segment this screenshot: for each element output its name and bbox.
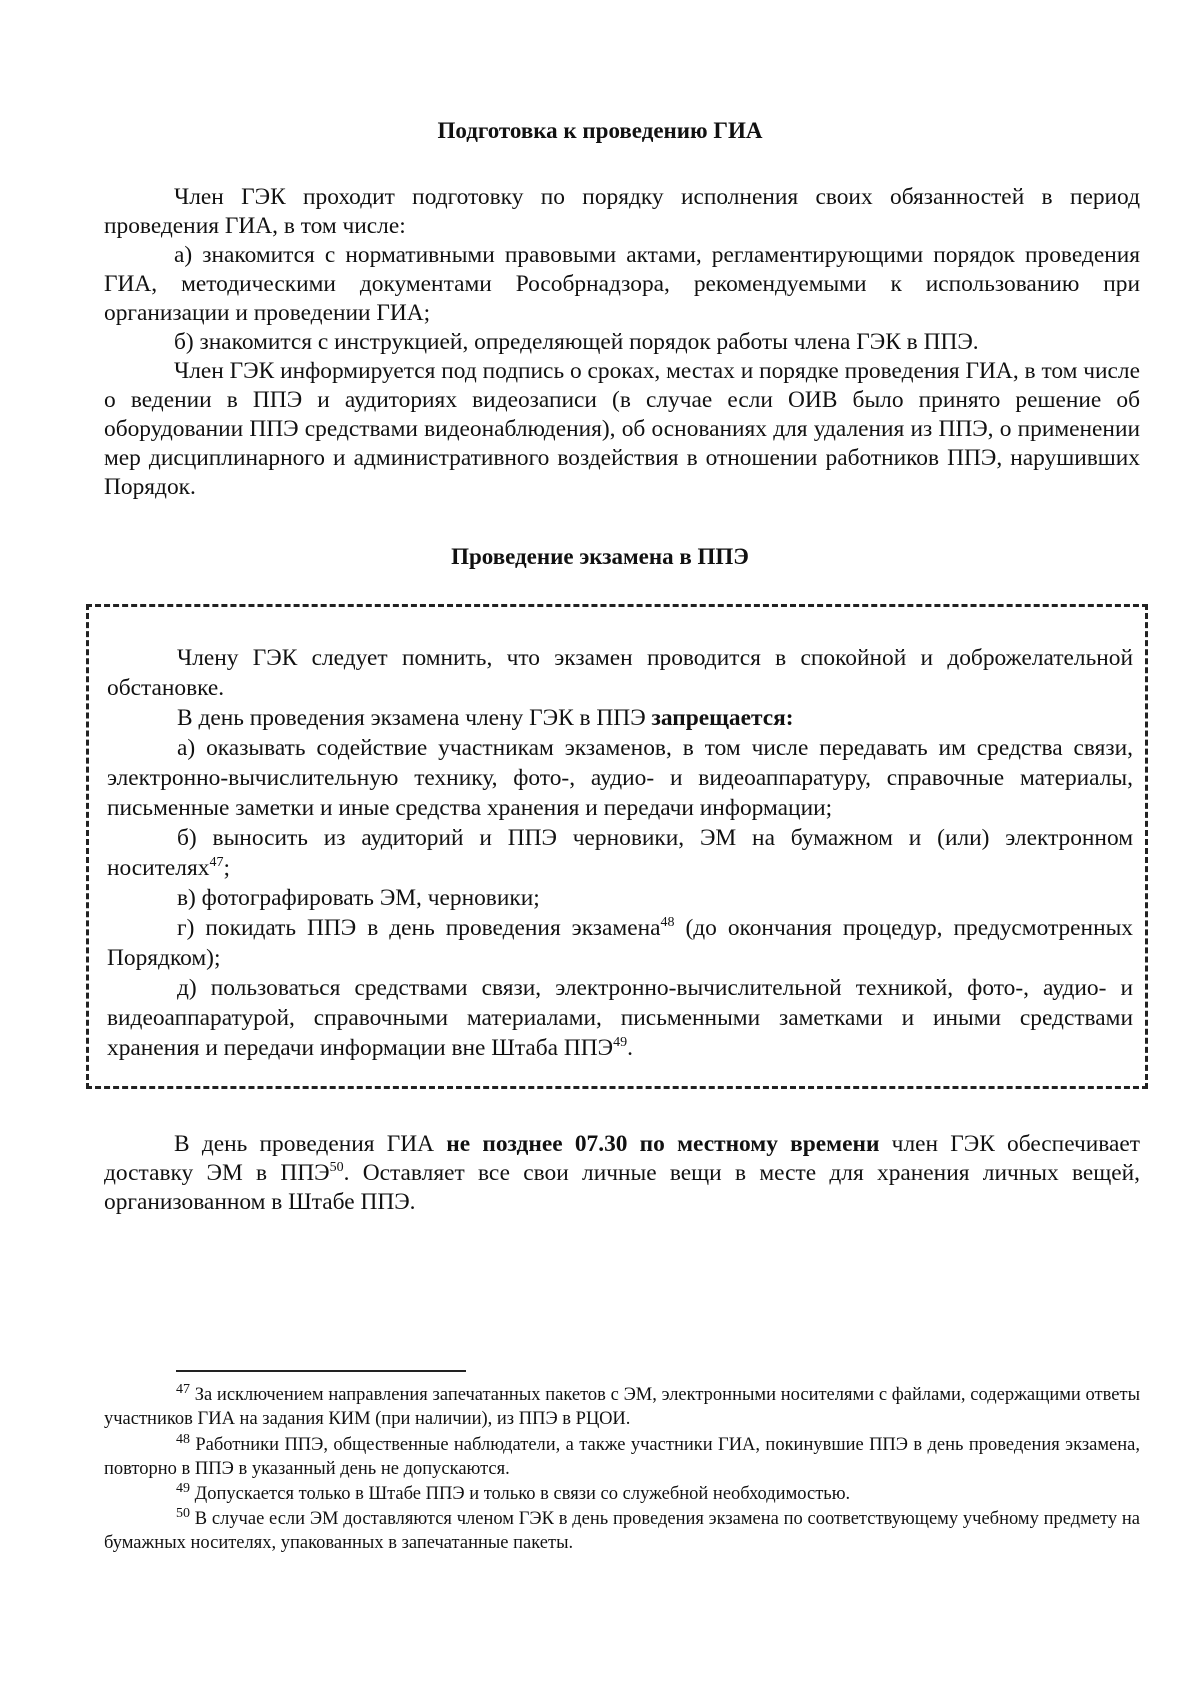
paragraph-item-a: а) знакомится с нормативными правовыми актами, регламентирующими порядок проведения ГИА, методическими документами Рособрнадзора, рекомендуемыми к использованию при организации и проведении ГИА; <box>104 242 1140 326</box>
delivery-text-1: В день проведения ГИА <box>174 1131 447 1157</box>
delivery-text-3: . Оставляет все свои личные вещи в месте для хранения личных вещей, организованном в Штабе ППЭ. <box>104 1160 1140 1215</box>
prohibited-intro: В день проведения экзамена члену ГЭК в ППЭ <box>177 705 652 731</box>
footnote-ref-47: 47 <box>209 855 224 871</box>
box-item-v: в) фотографировать ЭМ, черновики; <box>177 885 540 911</box>
box-item-b <box>107 823 1133 883</box>
prohibited-word: запрещается: <box>651 705 794 731</box>
footnote-number: 47 <box>176 1381 190 1397</box>
item-d-end: . <box>627 1035 633 1061</box>
section-title-exam: Проведение экзамена в ППЭ <box>451 544 749 569</box>
footnote-text: Допускается только в Штабе ППЭ и только в связи со служебной необходимостью. <box>190 1484 851 1504</box>
item-d-text: д) пользоваться средствами связи, электронно-вычислительной техникой, фото-, аудио- и видеоаппаратурой, справочными материалами, письменными заметками и иными средствами хранения и передачи информации вне Штаба ППЭ <box>107 975 1133 1061</box>
footnote-ref-48: 48 <box>660 915 675 931</box>
section-title-preparation: Подготовка к проведению ГИА <box>437 118 763 143</box>
item-g-end: (до окончания процедур, предусмотренных Порядком); <box>107 915 1133 971</box>
delivery-deadline: не позднее 07.30 по местному времени <box>446 1131 880 1157</box>
box-item-a: а) оказывать содействие участникам экзаменов, в том числе передавать им средства связи, электронно-вычислительную технику, фото-, аудио- и видеоаппаратуру, справочные материалы, письменные заметки и иные средства хранения и передачи информации; <box>107 735 1133 821</box>
footnote-47 <box>104 1383 1140 1431</box>
paragraph-inform: Член ГЭК информируется под подпись о сроках, местах и порядке проведения ГИА, в том числе о ведении в ППЭ и аудиториях видеозаписи (в случае если ОИВ было принято решение об оборудовании ППЭ средствами видеонаблюдения), об основаниях для удаления из ППЭ, о применении мер дисциплинарного и административного воздействия в отношении работников ППЭ, нарушивших Порядок. <box>104 358 1140 500</box>
footnote-ref-50: 50 <box>329 1160 344 1176</box>
footnote-text: За исключением направления запечатанных пакетов с ЭМ, электронными носителями с файлами, содержащими ответы участников ГИА на задания КИМ (при наличии), из ППЭ в РЦОИ. <box>104 1385 1140 1429</box>
footnote-number: 49 <box>176 1480 190 1496</box>
paragraph-delivery <box>104 1130 1140 1217</box>
footnote-number: 48 <box>176 1431 190 1447</box>
footnote-48 <box>104 1433 1140 1481</box>
box-item-g <box>107 913 1133 973</box>
footnote-text: Работники ППЭ, общественные наблюдатели, а также участники ГИА, покинувшие ППЭ в день проведения экзамена, повторно в ППЭ в указанный день не допускаются. <box>104 1435 1140 1479</box>
item-b-end: ; <box>223 855 230 881</box>
footnote-ref-49: 49 <box>613 1035 628 1051</box>
footnote-50 <box>104 1507 1140 1555</box>
footnote-separator <box>176 1370 466 1372</box>
paragraph-intro: Член ГЭК проходит подготовку по порядку исполнения своих обязанностей в период проведения ГИА, в том числе: <box>104 184 1140 239</box>
box-paragraph-calm: Члену ГЭК следует помнить, что экзамен проводится в спокойной и доброжелательной обстановке. <box>107 645 1133 701</box>
item-b-text: б) выносить из аудиторий и ППЭ черновики, ЭМ на бумажном и (или) электронном носителях <box>107 825 1133 881</box>
item-g-text: г) покидать ППЭ в день проведения экзамена <box>177 915 661 941</box>
box-paragraph-prohibited <box>107 703 1133 733</box>
box-item-d <box>107 973 1133 1063</box>
footnote-text: В случае если ЭМ доставляются членом ГЭК в день проведения экзамена по соответствующему учебному предмету на бумажных носителях, упакованных в запечатанные пакеты. <box>104 1509 1140 1553</box>
paragraph-item-b: б) знакомится с инструкцией, определяющей порядок работы члена ГЭК в ППЭ. <box>174 329 979 355</box>
delivery-text-2: член ГЭК обеспечивает доставку ЭМ в ППЭ <box>104 1131 1141 1186</box>
footnote-number: 50 <box>176 1505 190 1521</box>
prohibitions-box <box>86 604 1148 1089</box>
footnote-49 <box>104 1482 1140 1506</box>
